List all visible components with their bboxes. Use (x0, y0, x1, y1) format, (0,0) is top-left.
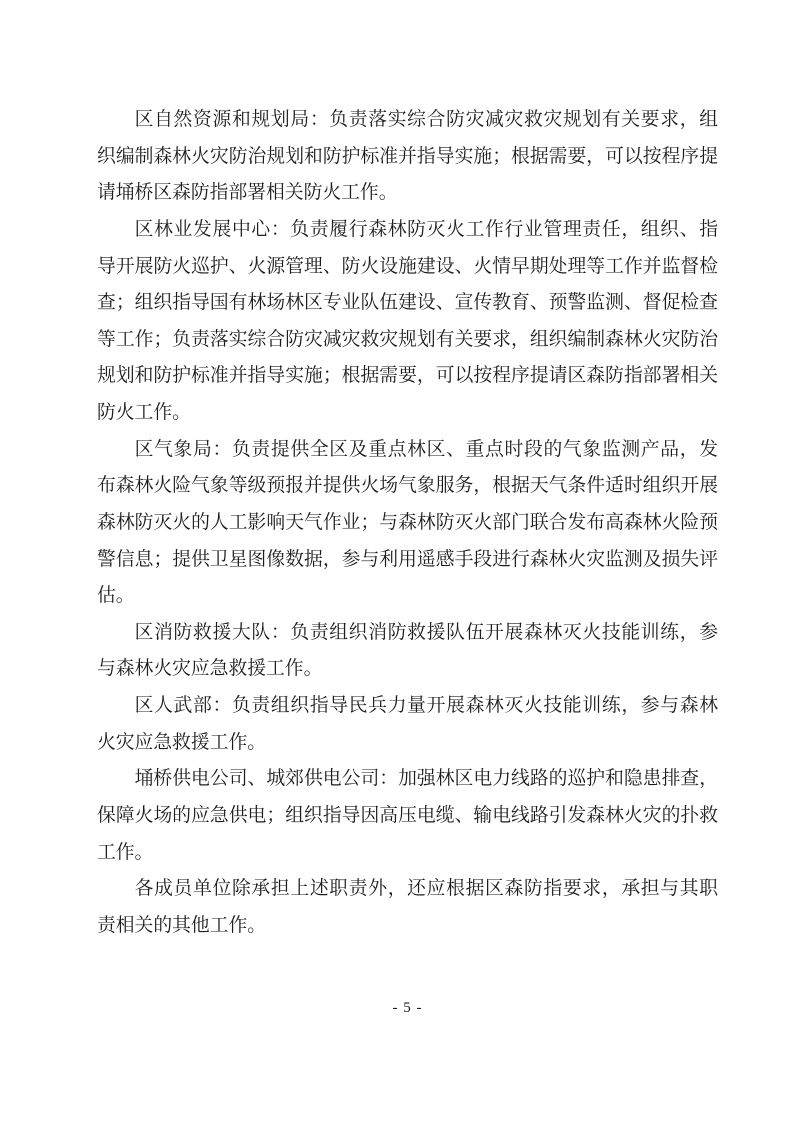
paragraph (97, 871, 718, 944)
text-line: 工作。 (97, 841, 154, 863)
text-line: 保障火场的应急供电；组织指导因高压电缆、输电线路引发森林火灾的扑救 (97, 804, 718, 826)
text-line: 区消防救援大队：负责组织消防救援队伍开展森林灭火技能训练，参 (134, 621, 718, 643)
text-line: 请埇桥区森防指部署相关防火工作。 (97, 182, 398, 204)
paragraph (97, 432, 718, 615)
text-line: 估。 (97, 585, 135, 607)
text-line: 查；组织指导国有林场林区专业队伍建设、宣传教育、预警监测、督促检查 (97, 292, 718, 314)
paragraph (97, 688, 718, 761)
paragraph (97, 615, 718, 688)
paragraph (97, 761, 718, 871)
text-line: 责相关的其他工作。 (97, 914, 267, 936)
page-number: - 5 - (392, 1000, 423, 1016)
text-line: 埇桥供电公司、城郊供电公司：加强林区电力线路的巡护和隐患排查， (134, 768, 718, 790)
text-line: 区气象局：负责提供全区及重点林区、重点时段的气象监测产品，发 (134, 438, 718, 460)
text-line: 区人武部：负责组织指导民兵力量开展森林灭火技能训练，参与森林 (134, 695, 718, 716)
document-body (97, 102, 718, 944)
paragraph (97, 212, 718, 432)
text-line: 区自然资源和规划局：负责落实综合防灾减灾救灾规划有关要求，组 (134, 109, 718, 130)
text-line: 导开展防火巡护、火源管理、防火设施建设、火情早期处理等工作并监督检 (97, 255, 718, 277)
text-line: 等工作；负责落实综合防灾减灾救灾规划有关要求，组织编制森林火灾防治 (97, 328, 718, 350)
text-line: 森林防灭火的人工影响天气作业；与森林防灭火部门联合发布高森林火险预 (97, 511, 718, 533)
text-line: 与森林火灾应急救援工作。 (97, 658, 323, 680)
text-line: 警信息；提供卫星图像数据，参与利用遥感手段进行森林火灾监测及损失评 (97, 548, 718, 570)
text-line: 区林业发展中心：负责履行森林防灭火工作行业管理责任，组织、指 (134, 218, 718, 240)
text-line: 各成员单位除承担上述职责外，还应根据区森防指要求，承担与其职 (134, 878, 718, 900)
text-line: 火灾应急救援工作。 (97, 731, 267, 753)
text-line: 防火工作。 (97, 402, 191, 423)
text-line: 织编制森林火灾防治规划和防护标准并指导实施；根据需要，可以按程序提 (97, 145, 718, 167)
text-line: 布森林火险气象等级预报并提供火场气象服务，根据天气条件适时组织开展 (97, 475, 718, 497)
text-line: 规划和防护标准并指导实施；根据需要，可以按程序提请区森防指部署相关 (97, 365, 718, 387)
paragraph (97, 102, 718, 212)
